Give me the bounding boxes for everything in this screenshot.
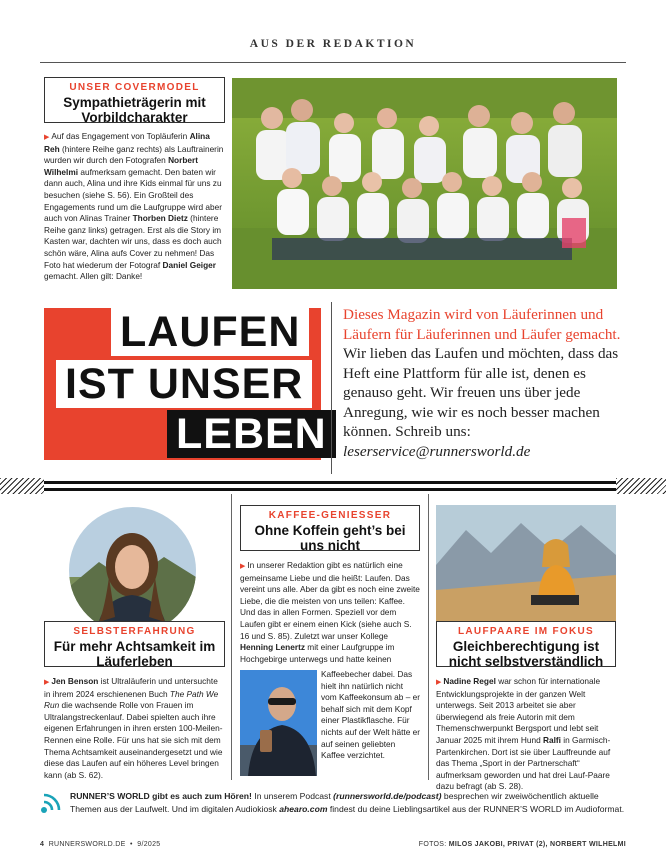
bold-name: RUNNER’S WORLD gibt es auch zum Hören! bbox=[70, 791, 252, 801]
bold-name: Ralfi bbox=[543, 734, 561, 745]
credits-label: FOTOS: bbox=[418, 841, 447, 848]
col2-body-top bbox=[240, 560, 422, 665]
editorial-quote bbox=[343, 305, 633, 461]
link-text: (runnersworld.de/podcast) bbox=[333, 791, 442, 801]
book-title: The Path We Run bbox=[44, 688, 219, 711]
photo-credits bbox=[419, 841, 626, 848]
bold-name: Jen Benson bbox=[51, 676, 99, 686]
bold-name: Daniel Geiger bbox=[162, 259, 217, 270]
text-run: In unserem Podcast bbox=[251, 791, 334, 801]
header-rule bbox=[40, 62, 626, 63]
col2-body-side: Kaffeebecher dabei. Das hielt ihn natürlich nicht vom Kaffeekonsum ab – er behalf sich mit dem Kopf einer Plastikflasche. Für nichts auf der Welt hätte er auf seinen geliebten Kaffee verzichtet. bbox=[321, 669, 421, 761]
play-triangle-icon: ▶ bbox=[44, 134, 52, 141]
text-run: (hintere Reihe ganz links) getragen. Erst als die Story im Kasten war, dachten wir uns, dass es doch auch schön wäre, Alina aufs Cover zu nehmen! Das Foto hat wiederum der Fotograf bbox=[44, 213, 222, 270]
cover-kicker: UNSER COVERMODEL bbox=[69, 82, 200, 93]
henning-lenertz-photo bbox=[240, 670, 317, 776]
credits-names: MILOS JAKOBI, PRIVAT (2), NORBERT WILHELMI bbox=[448, 841, 626, 848]
col2-title: Ohne Koffein geht’s bei uns nicht bbox=[254, 523, 406, 553]
section-header: AUS DER REDAKTION bbox=[249, 38, 417, 50]
col1-title: Für mehr Achtsamkeit im Läuferleben bbox=[53, 639, 216, 669]
bold-name: Nadine Regel bbox=[443, 676, 496, 686]
col3-kicker: LAUFPAARE IM FOKUS bbox=[458, 626, 594, 637]
text-run: mit einer Laufgruppe im Hochgebirge unterwegs und hatte keinen bbox=[240, 642, 395, 664]
link-text: ahearo.com bbox=[279, 803, 328, 814]
headline-line-1: LAUFEN bbox=[111, 308, 309, 356]
column-divider-2 bbox=[428, 494, 429, 780]
text-run: ist Ultraläuferin und untersuchte in ihrem 2024 erschienenen Buch bbox=[44, 676, 218, 699]
cover-body bbox=[44, 131, 225, 283]
text-run: Auf das Engagement von Topläuferin bbox=[51, 131, 190, 141]
podcast-signal-icon bbox=[40, 790, 64, 814]
col2-kicker: KAFFEE-GENIESSER bbox=[268, 510, 392, 521]
text-run: in Garmisch-Partenkirchen. Dort ist sie über Lauffreunde auf das Thema „Sport in der Partnerschaft“ aufmerksam geworden und hat drei Lauf-Paare dazu befragt (ab S. 28). bbox=[436, 734, 611, 792]
cover-headline-box bbox=[44, 77, 225, 123]
column-divider-1 bbox=[231, 494, 232, 780]
text-run: aufmerksam gemacht. Den baten wir dann auch, Alina und ihre Kids einmal für uns zu besuchen (siehe S. 56). Ein Großteil des Engagements rund um die Laufgruppe wird aber auch von Alinas Trainer bbox=[44, 166, 223, 224]
footer-left: 4 RUNNERSWORLD.DE • 9/2025 bbox=[40, 841, 161, 848]
contact-email[interactable]: leserservice@runnersworld.de bbox=[343, 442, 531, 460]
col3-headline-box bbox=[436, 621, 616, 667]
col3-title: Gleichberechtigung ist nicht selbstverständlich bbox=[448, 639, 604, 669]
hatch-right bbox=[616, 478, 666, 494]
headline-line-3: LEBEN bbox=[167, 410, 336, 458]
page-number: 4 bbox=[40, 841, 45, 848]
text-run: die wachsende Rolle von Frauen im Ultralangstreckenlauf. Dabei spielten auch ihre eigenen Erfahrungen in ihren ersten 100-Meilen-Rennen eine Rolle. Für uns hat sie sich mit dem Thema Achtsamkeit auseinandergesetzt und wie diese das Laufen auf ein höheres Level bringen kann (ab S. 62). bbox=[44, 700, 223, 780]
hatch-left bbox=[0, 478, 44, 494]
cover-title: Sympathieträgerin mit Vorbildcharakter bbox=[63, 95, 206, 125]
text-run: findest du deine Lieblingsartikel aus der RUNNER’S WORLD im Audioformat. bbox=[327, 803, 625, 814]
text-run: war schon für internationale Entwicklungsprojekte in der ganzen Welt unterwegs. Seit 2013 arbeitet sie aber überwiegend als freie Autorin mit dem Themenschwerpunkt Bergsport und lebt seit Januar 2025 mit ihrem Hund bbox=[436, 676, 601, 745]
col3-body bbox=[436, 676, 618, 793]
text-run: (hintere Reihe ganz rechts) als Lauftrainerin wurden wir durch den Fotografen bbox=[44, 143, 224, 166]
team-photo bbox=[232, 78, 617, 289]
bold-name: Norbert Wilhelmi bbox=[44, 155, 199, 177]
section-band bbox=[44, 481, 616, 491]
text-run: gemacht. Allen gilt: Danke! bbox=[44, 271, 143, 282]
col1-headline-box bbox=[44, 621, 225, 667]
col2-headline-box bbox=[240, 505, 420, 551]
bold-name: Thorben Dietz bbox=[132, 213, 188, 224]
play-triangle-icon: ▶ bbox=[44, 679, 52, 686]
podcast-note bbox=[70, 790, 626, 815]
footer-issue: 9/2025 bbox=[137, 841, 161, 848]
play-triangle-icon: ▶ bbox=[240, 563, 248, 570]
nadine-regel-photo bbox=[436, 505, 616, 622]
play-triangle-icon: ▶ bbox=[436, 679, 444, 686]
footer-site: RUNNERSWORLD.DE bbox=[48, 841, 126, 848]
quote-divider bbox=[331, 302, 332, 474]
bold-name: Alina Reh bbox=[44, 131, 210, 154]
bold-name: Henning Lenertz bbox=[240, 642, 305, 653]
quote-text: Wir lieben das Laufen und möchten, dass das Heft eine Plattform für alle ist, denen es genauso geht. Wir freuen uns über jede Anregung, wie wir es noch besser machen können. Schreib uns: bbox=[343, 345, 619, 440]
text-run: In unserer Redaktion gibt es natürlich eine gemeinsame Liebe und die heißt: Laufen. Das vereint uns alle. Aber da gibt es noch eine zweite Liebe, die die meisten von uns teilen: Kaffee. Und das in allen Formen. Speziell vor dem Laufen gibt er einem einen Kick (siehe auch S. 16 und S. 85). Zuletzt war unser Kollege bbox=[240, 560, 420, 641]
headline-line-2: IST UNSER bbox=[56, 360, 312, 408]
text-run: besprechen wir zweiwöchentlich aktuelle Themen aus der Laufwelt. Und im digitalen Audiokiosk bbox=[70, 791, 599, 814]
quote-red-text: Dieses Magazin wird von Läuferinnen und Läufern für Läuferinnen und Läufer gemacht. bbox=[343, 306, 621, 343]
col1-body bbox=[44, 676, 225, 781]
col1-kicker: SELBSTERFAHRUNG bbox=[73, 626, 196, 637]
jen-benson-photo bbox=[69, 507, 196, 634]
